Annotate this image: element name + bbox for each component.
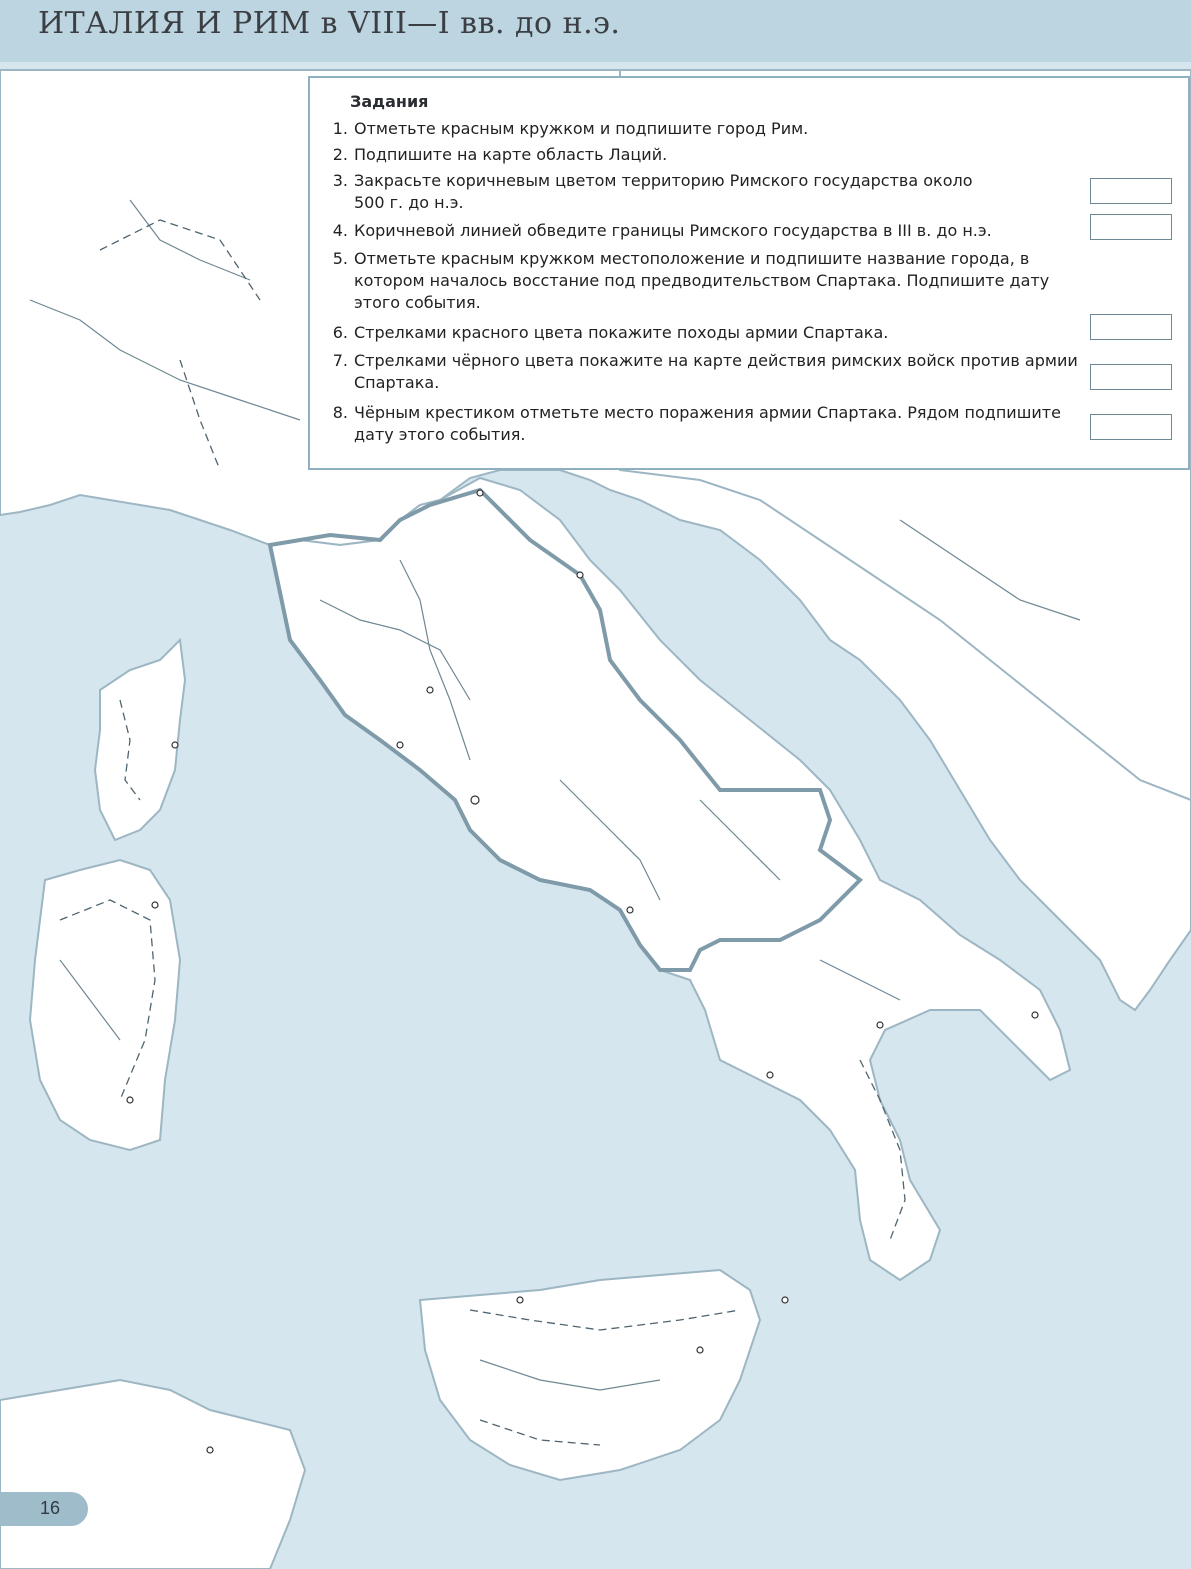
task-item-4	[324, 220, 1086, 242]
page-number-tab	[0, 1492, 88, 1526]
task-text: Закрасьте коричневым цветом территорию Римского государства около 500 г. до н.э.	[354, 171, 973, 212]
task-item-7	[324, 350, 1086, 394]
task-item-6	[324, 322, 1086, 344]
answer-box-5[interactable]	[1090, 414, 1172, 440]
task-item-3	[324, 170, 1086, 214]
task-number: 5.	[332, 249, 348, 268]
page-header	[0, 0, 1191, 62]
task-item-5	[324, 248, 1086, 314]
task-text: Стрелками чёрного цвета покажите на карте действия римских войск против армии Спартака.	[354, 351, 1078, 392]
tasks-panel	[308, 76, 1190, 470]
tasks-heading: Задания	[350, 92, 429, 111]
task-item-1	[324, 118, 1086, 140]
task-text: Отметьте красным кружком и подпишите город Рим.	[354, 119, 809, 138]
task-item-8	[324, 402, 1086, 446]
page-number: 16	[40, 1498, 61, 1518]
task-number: 2.	[332, 145, 348, 164]
task-text: Чёрным крестиком отметьте место поражения армии Спартака. Рядом подпишите дату этого события.	[354, 403, 1061, 444]
task-text: Коричневой линией обведите границы Римского государства в III в. до н.э.	[354, 221, 992, 240]
task-number: 6.	[332, 323, 348, 342]
task-text: Отметьте красным кружком местоположение и подпишите название города, в котором началось восстание под предводительством Спартака. Подпишите дату этого события.	[354, 249, 1050, 312]
task-item-2	[324, 144, 1086, 166]
answer-box-1[interactable]	[1090, 178, 1172, 204]
answer-box-2[interactable]	[1090, 214, 1172, 240]
task-number: 3.	[332, 171, 348, 190]
task-number: 7.	[332, 351, 348, 370]
task-number: 4.	[332, 221, 348, 240]
task-number: 8.	[332, 403, 348, 422]
answer-box-3[interactable]	[1090, 314, 1172, 340]
task-text: Стрелками красного цвета покажите походы армии Спартака.	[354, 323, 889, 342]
answer-box-4[interactable]	[1090, 364, 1172, 390]
task-number: 1.	[332, 119, 348, 138]
page-title: ИТАЛИЯ И РИМ в VIII—I вв. до н.э.	[38, 6, 621, 41]
task-text: Подпишите на карте область Лаций.	[354, 145, 668, 164]
